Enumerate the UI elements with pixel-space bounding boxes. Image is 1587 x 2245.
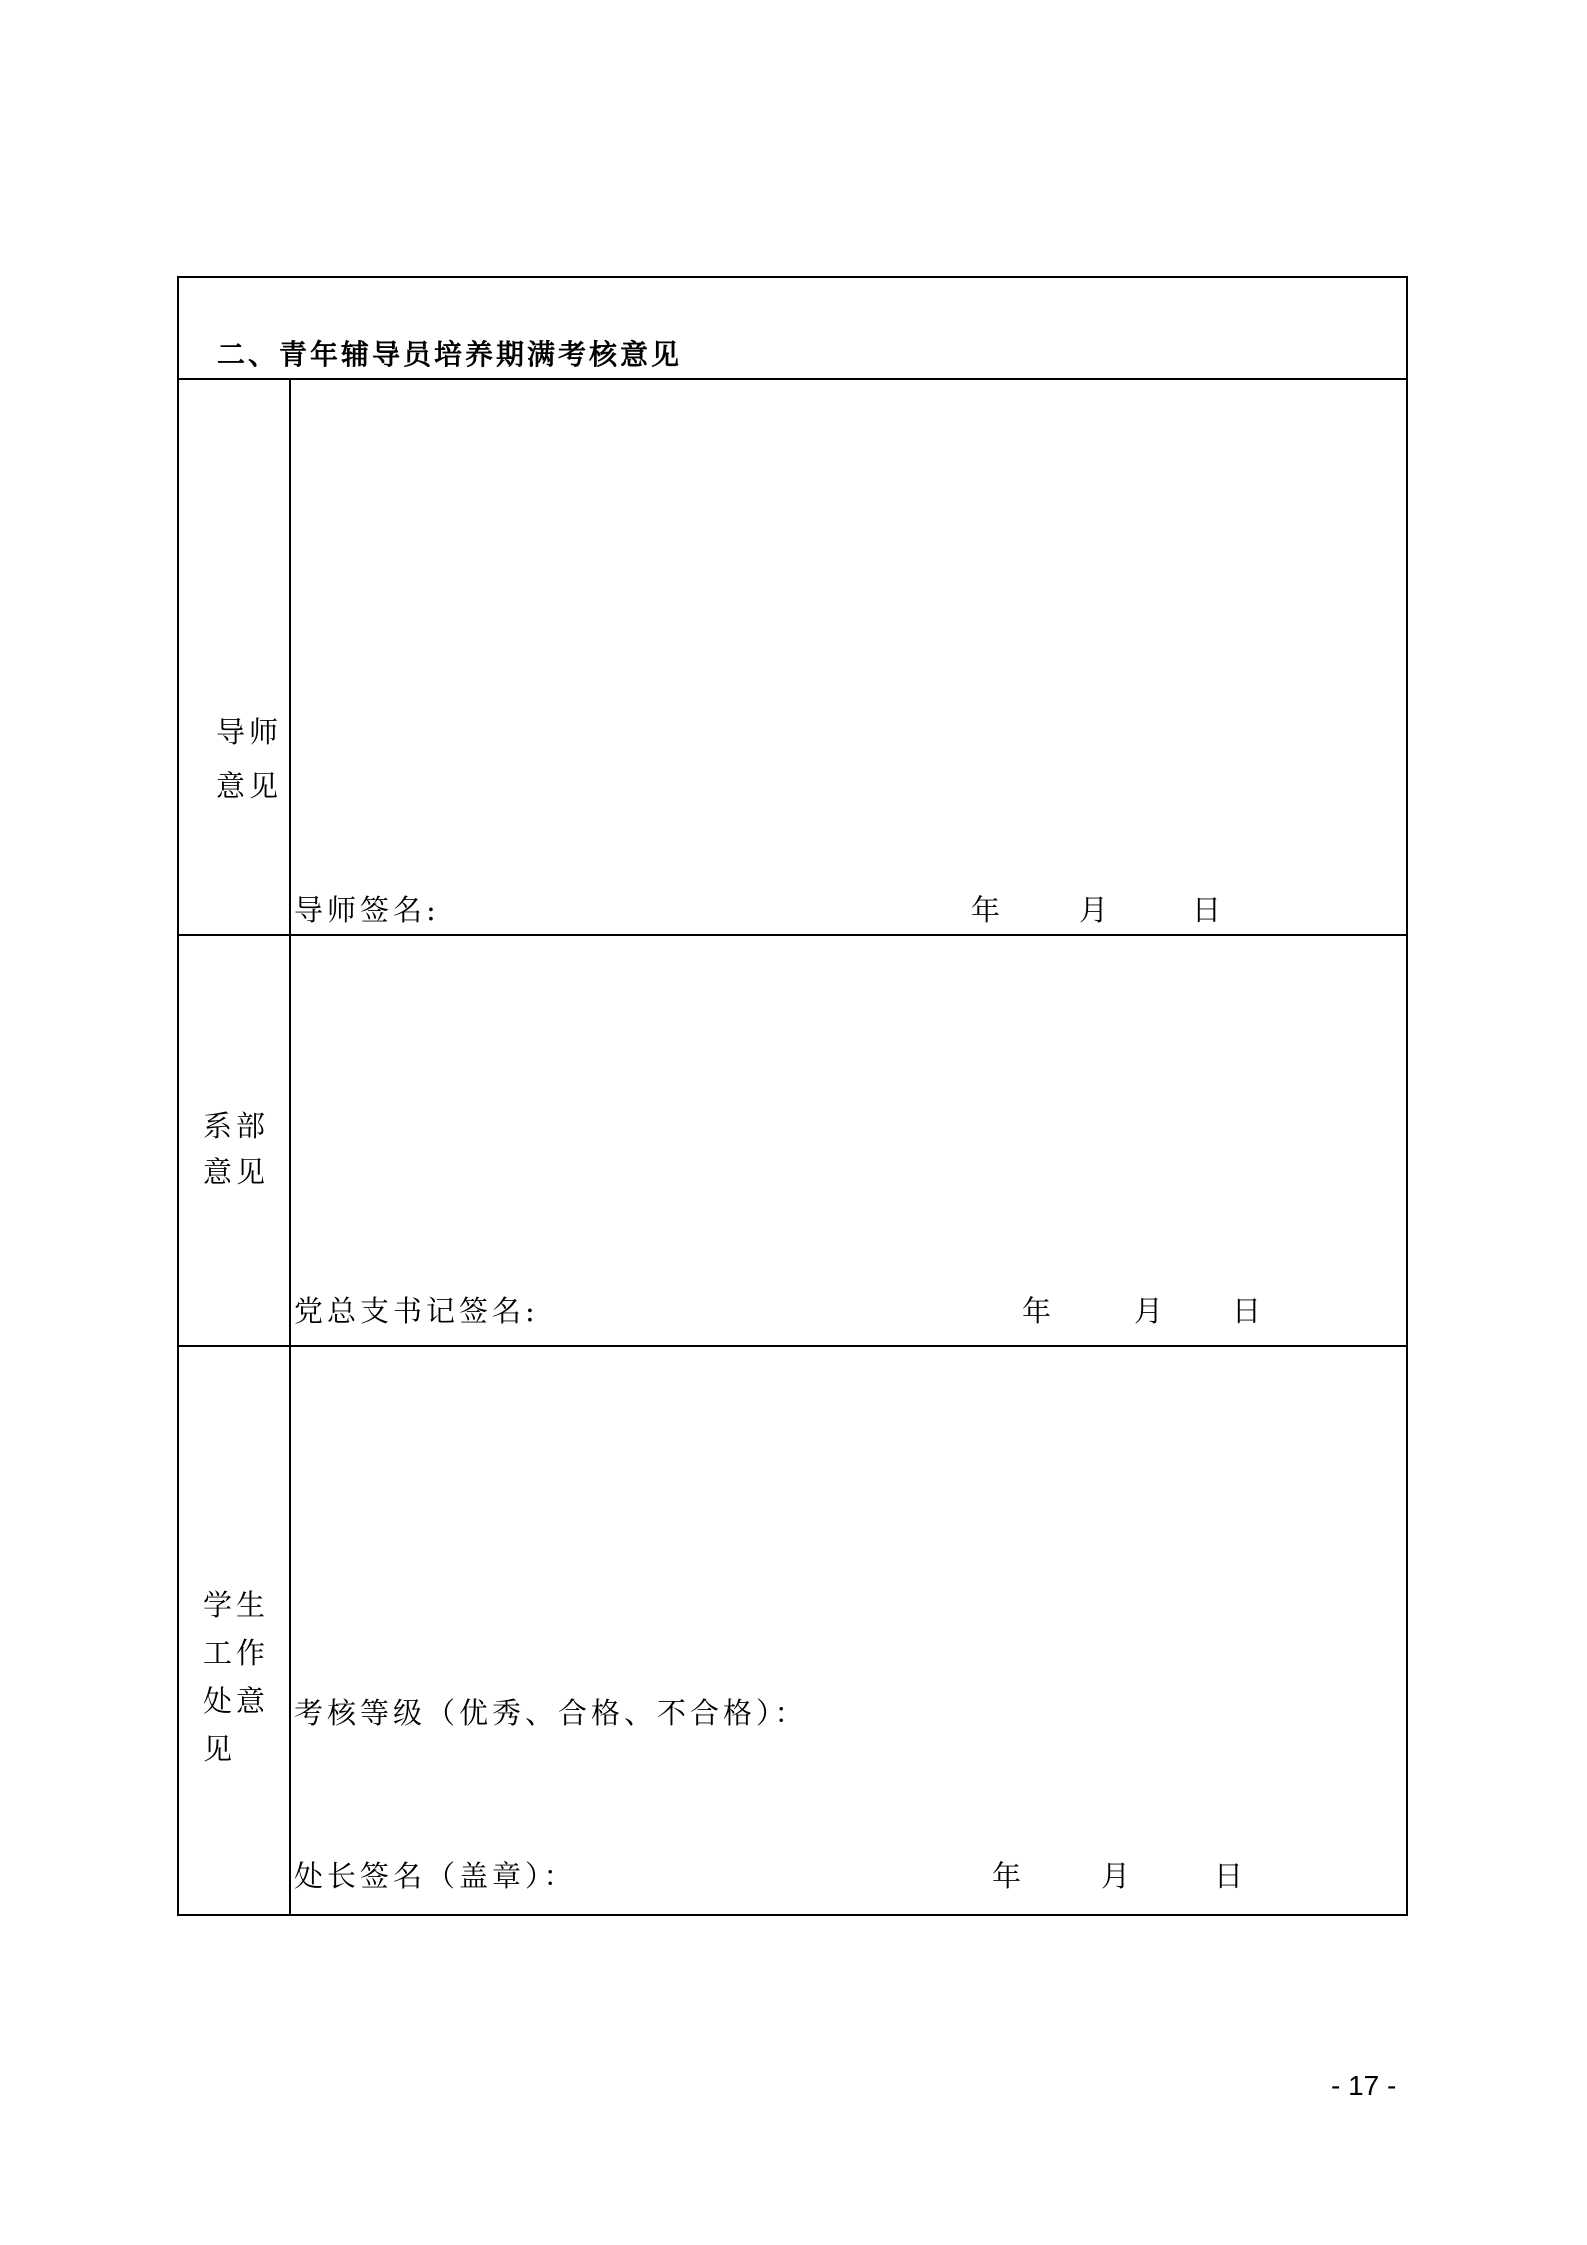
mentor-label-line2: 意见 (216, 769, 283, 803)
director-year-label: 年 (992, 1859, 1022, 1893)
mentor-day-label: 日 (1192, 893, 1222, 927)
department-day-label: 日 (1232, 1294, 1262, 1328)
department-year-label: 年 (1022, 1294, 1052, 1328)
mentor-month-label: 月 (1079, 893, 1109, 927)
student-affairs-label-line3: 处意 (203, 1684, 270, 1718)
page-number: - 17 - (1331, 2070, 1397, 2101)
assessment-form-table (177, 276, 1408, 1916)
student-affairs-opinion-label (203, 1581, 269, 1773)
label-column-divider (289, 378, 291, 1914)
mentor-signature-label: 导师签名: (294, 893, 440, 927)
mentor-opinion-label (216, 708, 282, 810)
header-divider (179, 378, 1406, 380)
director-signature-label: 处长签名（盖章）： (294, 1859, 577, 1893)
department-label-line2: 意见 (203, 1155, 270, 1189)
assessment-grade-label: 考核等级（优秀、合格、不合格）： (294, 1696, 808, 1730)
director-month-label: 月 (1101, 1859, 1131, 1893)
student-affairs-label-line1: 学生 (203, 1588, 270, 1622)
director-day-label: 日 (1214, 1859, 1244, 1893)
department-signature-label: 党总支书记签名: (294, 1294, 539, 1328)
student-affairs-label-line4: 见 (203, 1732, 237, 1766)
mentor-year-label: 年 (971, 893, 1001, 927)
student-affairs-label-line2: 工作 (203, 1636, 270, 1670)
department-month-label: 月 (1134, 1294, 1164, 1328)
mentor-label-line1: 导师 (216, 715, 283, 749)
row-divider-mentor (179, 934, 1406, 936)
section-title: 二、青年辅导员培养期满考核意见 (217, 338, 683, 371)
department-label-line1: 系部 (203, 1109, 270, 1143)
department-opinion-label (203, 1102, 269, 1196)
row-divider-department (179, 1345, 1406, 1347)
